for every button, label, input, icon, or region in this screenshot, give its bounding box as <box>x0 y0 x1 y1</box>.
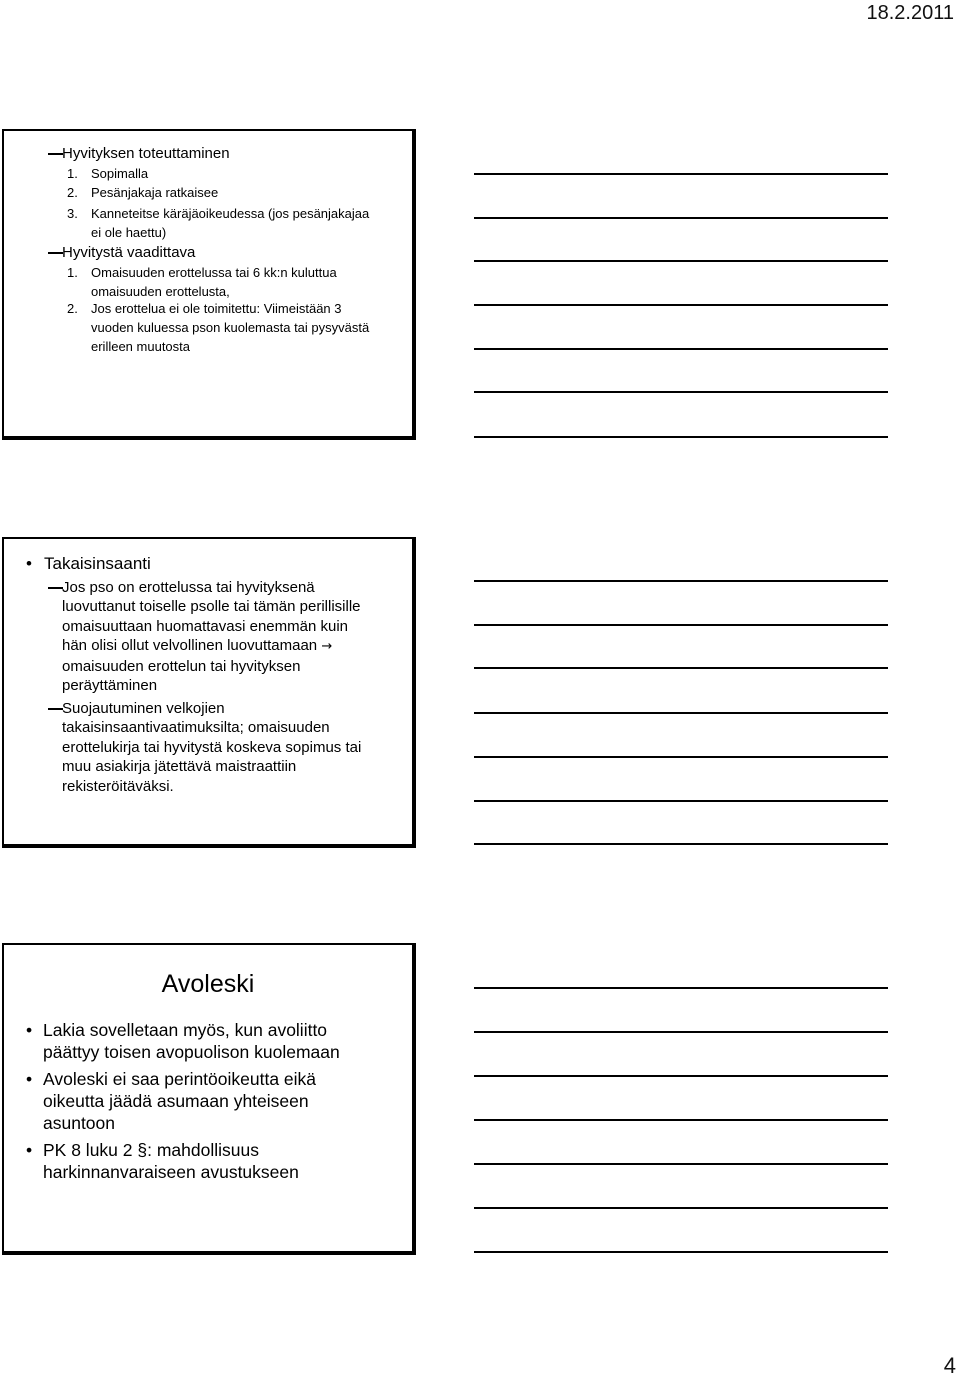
note-line <box>474 1119 888 1121</box>
note-line <box>474 1031 888 1033</box>
slide1-heading-1: Hyvityksen toteuttaminen <box>48 144 230 163</box>
note-line <box>474 217 888 219</box>
note-line <box>474 624 888 626</box>
note-line <box>474 1207 888 1209</box>
note-line <box>474 348 888 350</box>
note-line <box>474 667 888 669</box>
slide1-item: 2. Pesänjakaja ratkaisee <box>67 185 219 200</box>
page-number: 4 <box>943 1353 956 1378</box>
bullet-dot-icon: • <box>26 1069 33 1089</box>
slide1-item: 1. Omaisuuden erottelussa tai 6 kk:n kuluttua omaisuuden erottelusta, <box>67 265 337 299</box>
note-line <box>474 304 888 306</box>
slide3-title: Avoleski <box>161 970 255 998</box>
slide-2 <box>2 537 416 848</box>
note-line <box>474 1075 888 1077</box>
slide3-bullet: • Avoleski ei saa perintöoikeutta eikä oikeutta jäädä asumaan yhteiseen asuntoon <box>26 1069 317 1133</box>
slide-1 <box>2 129 416 440</box>
slide1-heading-2: Hyvitystä vaadittava <box>48 243 195 262</box>
arrow-right-icon: → <box>321 639 333 655</box>
slide3-bullet: • PK 8 luku 2 §: mahdollisuus harkinnanvaraiseen avustukseen <box>26 1140 299 1182</box>
bullet-dot-icon: • <box>26 554 32 573</box>
note-line <box>474 391 888 393</box>
note-line <box>474 800 888 802</box>
note-line <box>474 436 888 438</box>
note-line <box>474 987 888 989</box>
note-line <box>474 1163 888 1165</box>
note-line <box>474 173 888 175</box>
note-line <box>474 1251 888 1253</box>
slide2-bullet: • Takaisinsaanti <box>26 554 151 573</box>
bullet-dot-icon: • <box>26 1140 33 1160</box>
slide2-subitem-2: Suojautuminen velkojien takaisinsaantivaatimuksilta; omaisuuden erottelukirja tai hyvitystä koskeva sopimus tai muu asiakirja jätettävä maistraattiin rekisteröitäväksi. <box>48 699 393 796</box>
slide3-bullet: • Lakia sovelletaan myös, kun avoliitto päättyy toisen avopuolison kuolemaan <box>26 1020 340 1062</box>
slide2-subitem-1: Jos pso on erottelussa tai hyvityksenä luovuttanut toiselle psolle tai tämän perillisille omaisuuttaan huomattavasi enemmän kuin hän olisi ollut velvollinen luovuttamaan → omaisuuden erottelun tai hyvityksen peräyttäminen <box>48 578 393 695</box>
dash-bullet-icon <box>48 153 63 155</box>
slide-3 <box>2 943 416 1255</box>
slide1-item: 3. Kanneteitse käräjäoikeudessa (jos pesänjakajaa ei ole haettu) <box>67 206 370 240</box>
note-line <box>474 843 888 845</box>
dash-bullet-icon <box>48 587 63 589</box>
header-date: 18.2.2011 <box>866 2 954 24</box>
dash-bullet-icon <box>48 708 63 710</box>
slide1-item: 2. Jos erottelua ei ole toimitettu: Viimeistään 3 vuoden kuluessa pson kuolemasta tai pysyvästä erilleen muutosta <box>67 301 370 354</box>
note-line <box>474 756 888 758</box>
slide1-item: 1. Sopimalla <box>67 166 149 181</box>
note-line <box>474 260 888 262</box>
note-line <box>474 580 888 582</box>
dash-bullet-icon <box>48 252 63 254</box>
note-line <box>474 712 888 714</box>
bullet-dot-icon: • <box>26 1020 33 1040</box>
